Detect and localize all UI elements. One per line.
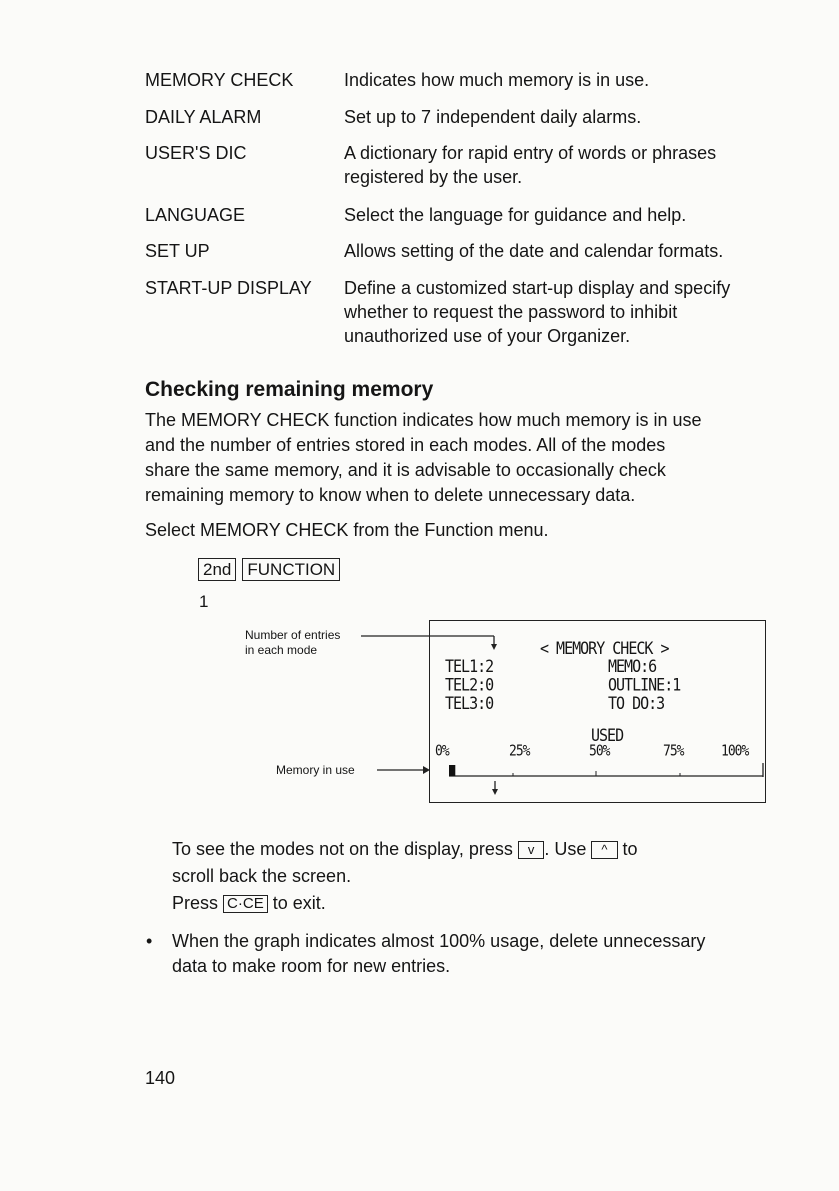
desc-language: Select the language for guidance and help. [344,205,687,225]
section-heading: Checking remaining memory [145,378,434,401]
callout-entries: Number of entries in each mode [245,628,341,657]
key-2nd: 2nd [198,558,236,581]
lcd-scale-50: 50% [589,743,610,761]
bullet-icon: • [146,931,153,951]
term-users-dic: USER'S DIC [145,143,247,163]
lcd-scale-75: 75% [663,743,684,761]
term-set-up: SET UP [145,241,210,261]
usage-note: When the graph indicates almost 100% usage, delete unnecessary data to make room for new entries. [172,931,706,976]
step-number: 1 [199,592,209,611]
lcd-used-label: USED [591,724,624,746]
desc-users-dic: A dictionary for rapid entry of words or phrases registered by the user. [344,143,717,187]
page-number: 140 [145,1068,176,1088]
select-instruction: Select MEMORY CHECK from the Function menu. [145,520,549,540]
lcd-right-column: MEMO:6 OUTLINE:1 TO DO:3 [608,655,681,714]
lcd-scale-0: 0% [435,743,449,761]
down-key: v [518,841,545,859]
cce-key: C·CE [223,895,268,913]
lcd-screen [429,620,766,803]
term-memory-check: MEMORY CHECK [145,70,294,90]
lcd-title: < MEMORY CHECK > [540,637,669,659]
desc-set-up: Allows setting of the date and calendar formats. [344,241,724,261]
term-language: LANGUAGE [145,205,246,225]
lcd-scale-25: 25% [509,743,530,761]
memory-used-bar [449,765,455,776]
up-key: ^ [591,841,617,859]
term-daily-alarm: DAILY ALARM [145,107,262,127]
callout-memory: Memory in use [276,763,355,777]
memory-gauge [430,621,764,801]
lcd-scale-100: 100% [721,743,749,761]
term-start-up-display: START-UP DISPLAY [145,278,312,298]
section-paragraph: The MEMORY CHECK function indicates how much memory is in use and the number of entries stored in each modes. All of the modes share the same memory, and it is advisable to occasionally check remaining memory to know when to delete unnecessary data. [145,410,702,505]
key-function: FUNCTION [242,558,340,581]
desc-start-up-display: Define a customized start-up display and specify whether to request the password to inhibit unauthorized use of your Organizer. [344,278,731,346]
desc-daily-alarm: Set up to 7 independent daily alarms. [344,107,642,127]
desc-memory-check: Indicates how much memory is in use. [344,70,650,90]
lcd-left-column: TEL1:2 TEL2:0 TEL3:0 [445,655,494,714]
instructions: To see the modes not on the display, press v . Use ^ to scroll back the screen. Press C·CE to exit. [172,839,638,913]
